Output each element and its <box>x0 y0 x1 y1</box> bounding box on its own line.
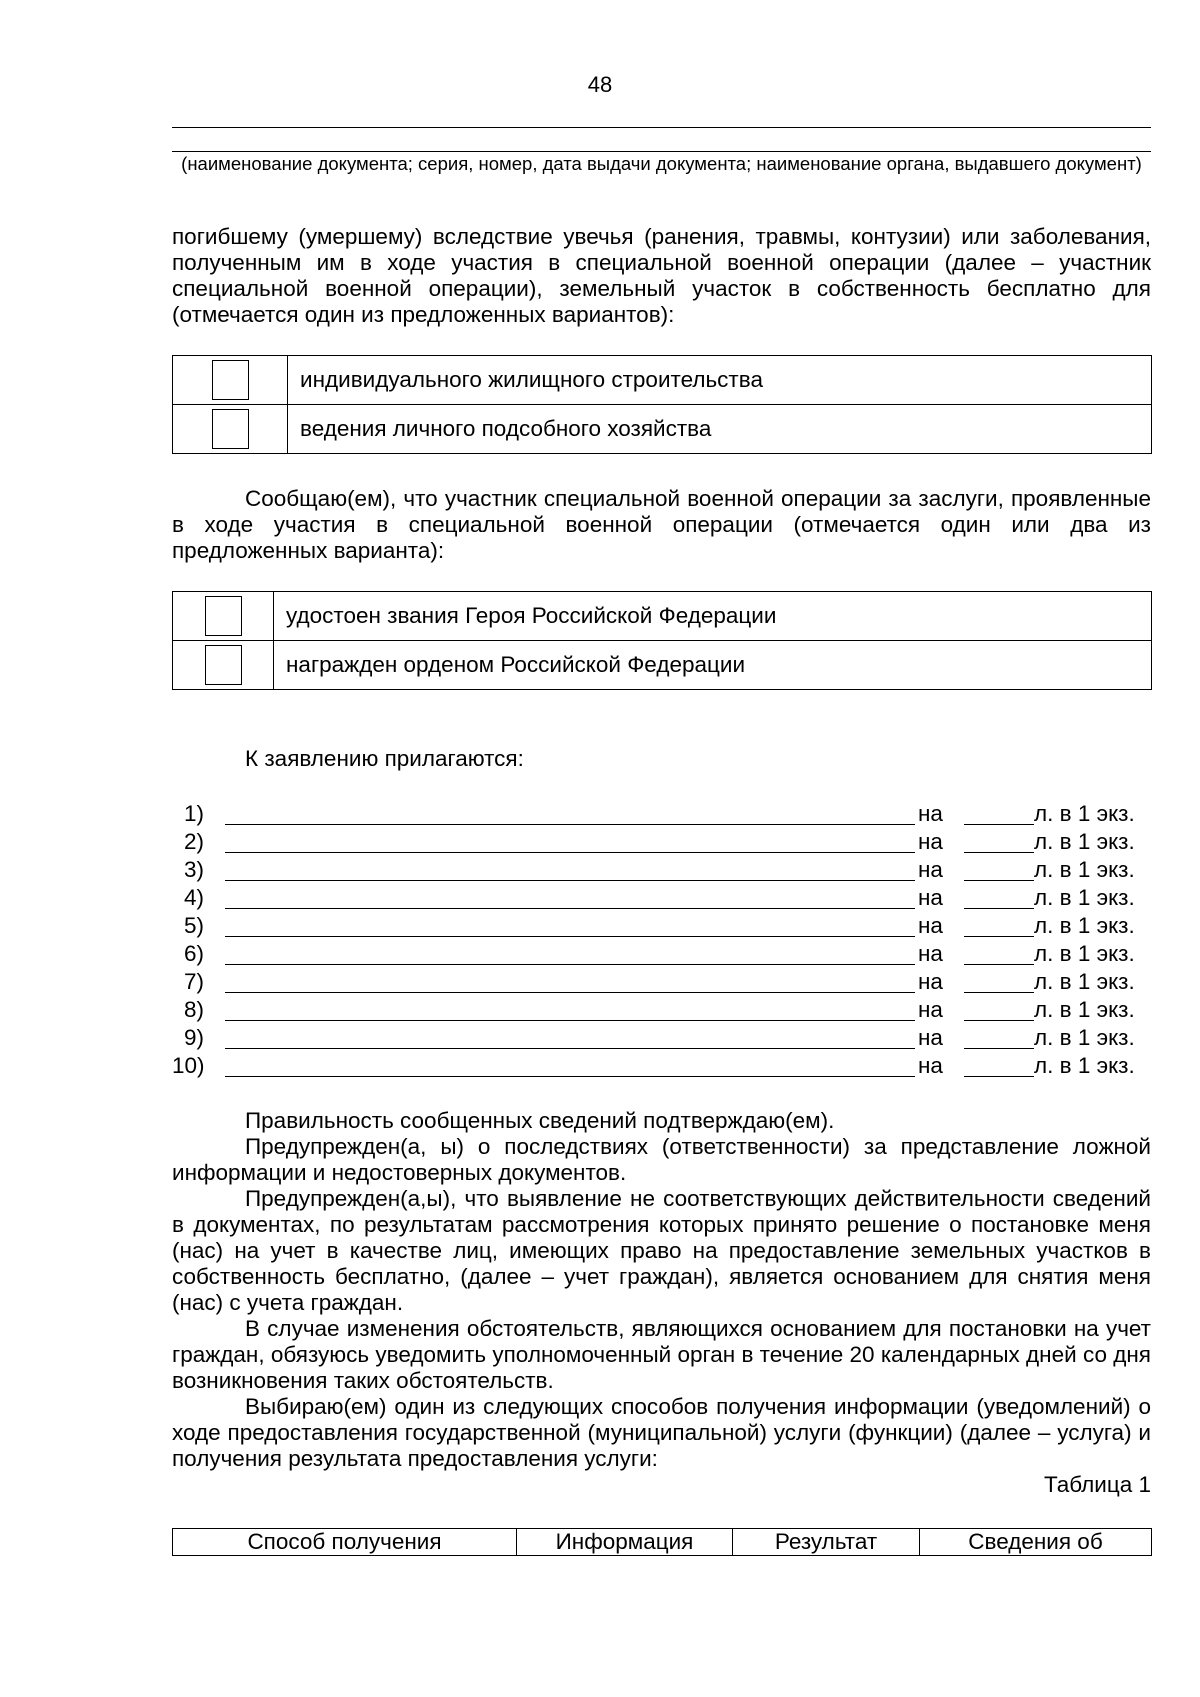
checkbox-cell <box>173 356 288 405</box>
na-label: на <box>918 829 943 854</box>
merit-options-table <box>172 591 1152 690</box>
sheets-count-line[interactable] <box>964 880 1034 881</box>
table-caption: Таблица 1 <box>1044 1472 1151 1497</box>
checkbox-order[interactable] <box>205 645 242 685</box>
attachment-number: 5) <box>183 913 204 938</box>
attachment-row <box>172 996 1151 1024</box>
copies-label: л. в 1 экз. <box>1034 1025 1135 1050</box>
attachment-number: 10) <box>172 1053 205 1078</box>
sheets-count-line[interactable] <box>964 908 1034 909</box>
intro-paragraph: погибшему (умершему) вследствие увечья (ранения, травмы, контузии) или заболевания, полученным им в ходе участия в специальной военной операции (далее – участник специальной военной операции), земельный участок в собственность бесплатно для (отмечается один из предложенных вариантов): <box>172 224 1151 327</box>
removal-warning-paragraph: Предупрежден(а,ы), что выявление не соответствующих действительности сведений в документах, по результатам рассмотрения которых принято решение о постановке меня (нас) на учет в качестве лиц, имеющих право на предоставление земельных участков в собственность бесплатно, (далее – учет граждан), является основанием для снятия меня (нас) с учета граждан. <box>172 1186 1151 1315</box>
na-label: на <box>918 913 943 938</box>
attachment-row <box>172 884 1151 912</box>
checkbox-lph[interactable] <box>212 409 249 449</box>
attachment-name-line[interactable] <box>225 1020 915 1021</box>
attachment-name-line[interactable] <box>225 880 915 881</box>
attachment-row <box>172 968 1151 996</box>
attachments-heading: К заявлению прилагаются: <box>245 746 524 771</box>
attachment-name-line[interactable] <box>225 992 915 993</box>
checkbox-cell <box>173 641 274 690</box>
na-label: на <box>918 857 943 882</box>
attachment-name-line[interactable] <box>225 936 915 937</box>
choose-method-paragraph: Выбираю(ем) один из следующих способов получения информации (уведомлений) о ходе предоставления государственной (муниципальной) услуги (функции) (далее – услуга) и получения результата предоставления услуги: <box>172 1394 1151 1471</box>
attachment-row <box>172 1052 1151 1080</box>
attachment-number: 2) <box>183 829 204 854</box>
attachment-number: 7) <box>183 969 204 994</box>
attachment-name-line[interactable] <box>225 964 915 965</box>
attachment-number: 6) <box>183 941 204 966</box>
merit-option-row <box>173 592 1152 641</box>
attachment-number: 9) <box>183 1025 204 1050</box>
checkbox-ijs[interactable] <box>212 360 249 400</box>
header-information: Информация <box>517 1529 733 1556</box>
attachment-number: 1) <box>183 801 204 826</box>
attachment-row <box>172 828 1151 856</box>
sheets-count-line[interactable] <box>964 1048 1034 1049</box>
sheets-count-line[interactable] <box>964 936 1034 937</box>
na-label: на <box>918 885 943 910</box>
sheets-count-line[interactable] <box>964 964 1034 965</box>
header-method: Способ получения <box>173 1529 517 1556</box>
attachment-row <box>172 912 1151 940</box>
copies-label: л. в 1 экз. <box>1034 857 1135 882</box>
purpose-options-table <box>172 355 1152 454</box>
attachment-number: 8) <box>183 997 204 1022</box>
copies-label: л. в 1 экз. <box>1034 913 1135 938</box>
na-label: на <box>918 1053 943 1078</box>
liability-warning-paragraph: Предупрежден(а, ы) о последствиях (ответственности) за представление ложной информации и недостоверных документов. <box>172 1134 1151 1185</box>
table-header-row <box>173 1529 1152 1556</box>
attachment-row <box>172 800 1151 828</box>
attachment-row <box>172 856 1151 884</box>
sheets-count-line[interactable] <box>964 992 1034 993</box>
checkbox-cell <box>173 405 288 454</box>
copies-label: л. в 1 экз. <box>1034 941 1135 966</box>
attachments-list <box>172 800 1151 1080</box>
checkbox-hero[interactable] <box>205 596 242 636</box>
header-result: Результат <box>733 1529 920 1556</box>
purpose-option-row <box>173 405 1152 454</box>
na-label: на <box>918 801 943 826</box>
copies-label: л. в 1 экз. <box>1034 1053 1135 1078</box>
na-label: на <box>918 997 943 1022</box>
merits-paragraph: Сообщаю(ем), что участник специальной военной операции за заслуги, проявленные в ходе участия в специальной военной операции (отмечается один или два из предложенных варианта): <box>172 486 1151 563</box>
attachment-name-line[interactable] <box>225 824 915 825</box>
confirm-paragraph: Правильность сообщенных сведений подтверждаю(ем). <box>245 1108 835 1133</box>
copies-label: л. в 1 экз. <box>1034 997 1135 1022</box>
merit-option-row <box>173 641 1152 690</box>
table-1 <box>172 1528 1152 1556</box>
option-label: ведения личного подсобного хозяйства <box>288 405 1152 454</box>
sheets-count-line[interactable] <box>964 824 1034 825</box>
change-notice-paragraph: В случае изменения обстоятельств, являющихся основанием для постановки на учет граждан, обязуюсь уведомить уполномоченный орган в течение 20 календарных дней со дня возникновения таких обстоятельств. <box>172 1316 1151 1393</box>
copies-label: л. в 1 экз. <box>1034 829 1135 854</box>
option-label: индивидуального жилищного строительства <box>288 356 1152 405</box>
attachment-name-line[interactable] <box>225 1048 915 1049</box>
attachment-row <box>172 940 1151 968</box>
checkbox-cell <box>173 592 274 641</box>
purpose-option-row <box>173 356 1152 405</box>
document-caption: (наименование документа; серия, номер, дата выдачи документа; наименование органа, выдавшего документ) <box>181 153 1142 174</box>
attachment-name-line[interactable] <box>225 908 915 909</box>
fill-in-line[interactable] <box>172 127 1151 128</box>
copies-label: л. в 1 экз. <box>1034 801 1135 826</box>
sheets-count-line[interactable] <box>964 1076 1034 1077</box>
sheets-count-line[interactable] <box>964 852 1034 853</box>
declarations-block <box>172 1108 1151 1498</box>
option-label: удостоен звания Героя Российской Федерации <box>274 592 1152 641</box>
attachment-row <box>172 1024 1151 1052</box>
na-label: на <box>918 941 943 966</box>
sheets-count-line[interactable] <box>964 1020 1034 1021</box>
header-details: Сведения об <box>920 1529 1152 1556</box>
option-label: награжден орденом Российской Федерации <box>274 641 1152 690</box>
copies-label: л. в 1 экз. <box>1034 885 1135 910</box>
page-number: 48 <box>587 72 613 97</box>
attachment-number: 4) <box>183 885 204 910</box>
attachment-number: 3) <box>183 857 204 882</box>
copies-label: л. в 1 экз. <box>1034 969 1135 994</box>
na-label: на <box>918 969 943 994</box>
attachment-name-line[interactable] <box>225 852 915 853</box>
attachment-name-line[interactable] <box>225 1076 915 1077</box>
na-label: на <box>918 1025 943 1050</box>
